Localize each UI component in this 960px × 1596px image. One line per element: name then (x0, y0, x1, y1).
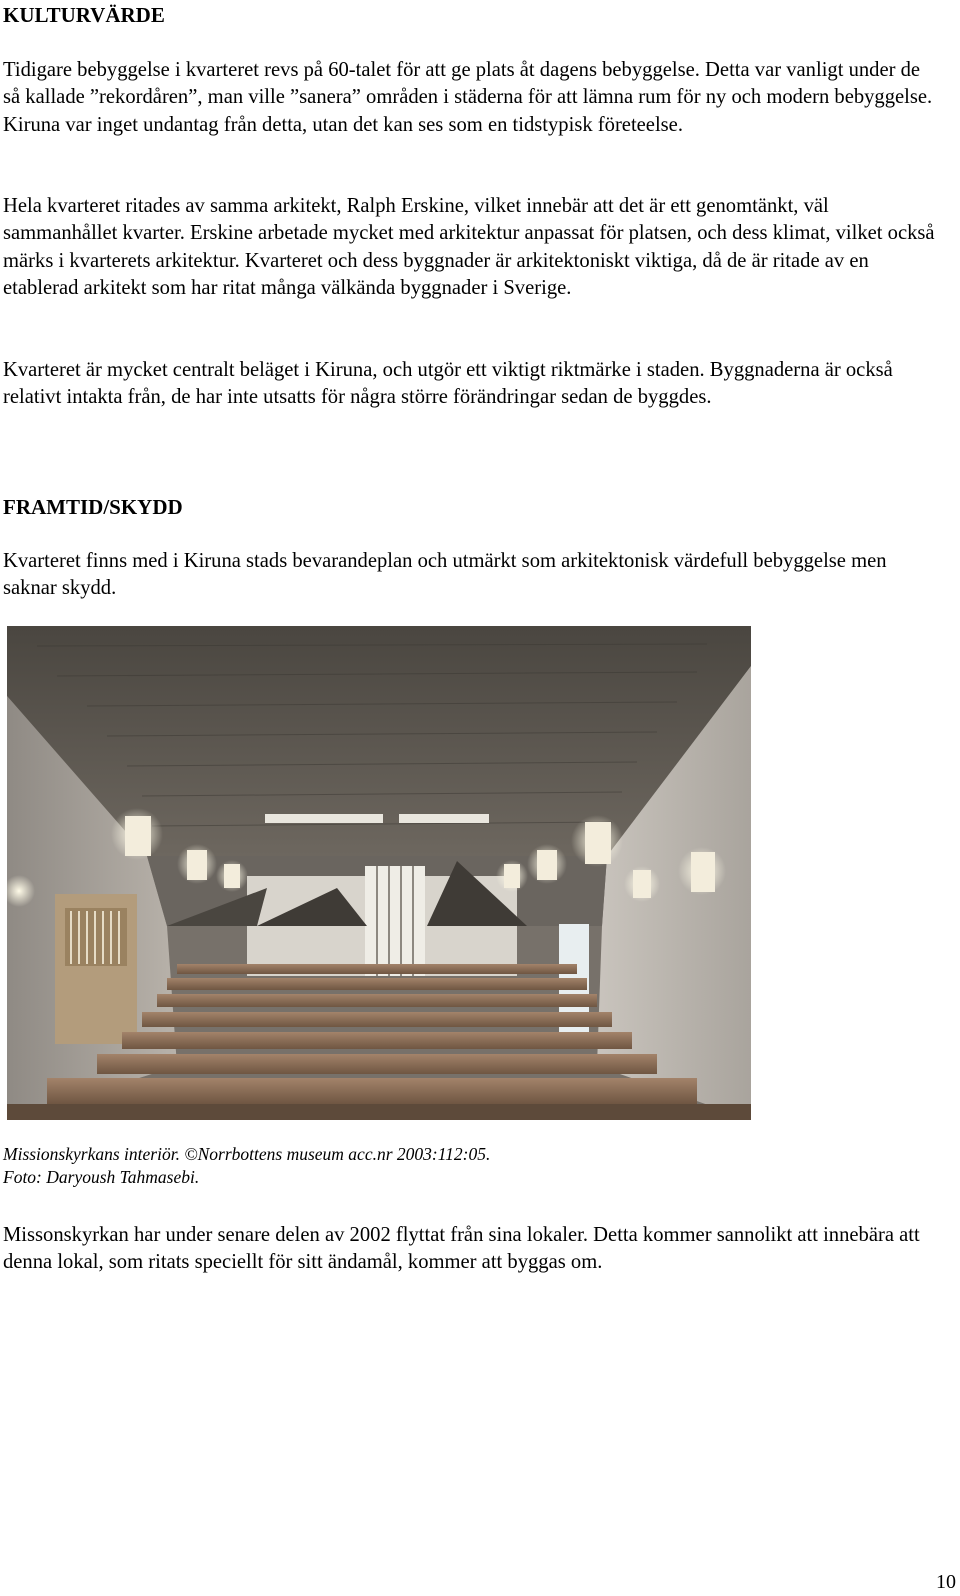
paragraph-closing: Missonskyrkan har under senare delen av 2002 flyttat från sina lokaler. Detta kommer sannolikt att innebära att denna lokal, som ritats speciellt för sitt ändamål, kommer att byggas om. (3, 1224, 920, 1274)
paragraph-kulturvarde-1: Tidigare bebyggelse i kvarteret revs på 60-talet för att ge plats åt dagens bebyggelse. Detta var vanligt under de så kallade ”rekordåren”, man ville ”sanera” områden i städerna för att lämna rum för ny och modern bebyggelse. Kiruna var inget undantag från detta, utan det kan ses som en tidstypisk företeelse. (3, 59, 933, 136)
paragraph-framtid: Kvarteret finns med i Kiruna stads bevarandeplan och utmärkt som arkitektonisk värdefull bebyggelse men saknar skydd. (3, 550, 887, 600)
caption-line-2: Foto: Daryoush Tahmasebi. (3, 1167, 200, 1187)
photo-caption (3, 1143, 490, 1189)
page-number: 10 (936, 1571, 956, 1593)
caption-line-1: Missionskyrkans interiör. ©Norrbottens museum acc.nr 2003:112:05. (3, 1144, 491, 1164)
section-heading-kulturvarde: KULTURVÄRDE (3, 3, 165, 27)
paragraph-kulturvarde-3: Kvarteret är mycket centralt beläget i Kiruna, och utgör ett viktigt riktmärke i staden. Byggnaderna är också relativt intakta från, de har inte utsatts för några större förändringar sedan de byggdes. (3, 359, 893, 409)
paragraph-kulturvarde-2: Hela kvarteret ritades av samma arkitekt, Ralph Erskine, vilket innebär att det är ett genomtänkt, väl sammanhållet kvarter. Erskine arbetade mycket med arkitektur anpassat för platsen, och dess klimat, vilket också märks i kvarterets arkitektur. Kvarteret och dess byggnader är arkitektoniskt viktiga, då de är ritade av en etablerad arkitekt som har ritat många välkända byggnader i Sverige. (3, 195, 935, 300)
church-interior-photo (7, 626, 751, 1120)
section-heading-framtid: FRAMTID/SKYDD (3, 495, 183, 519)
